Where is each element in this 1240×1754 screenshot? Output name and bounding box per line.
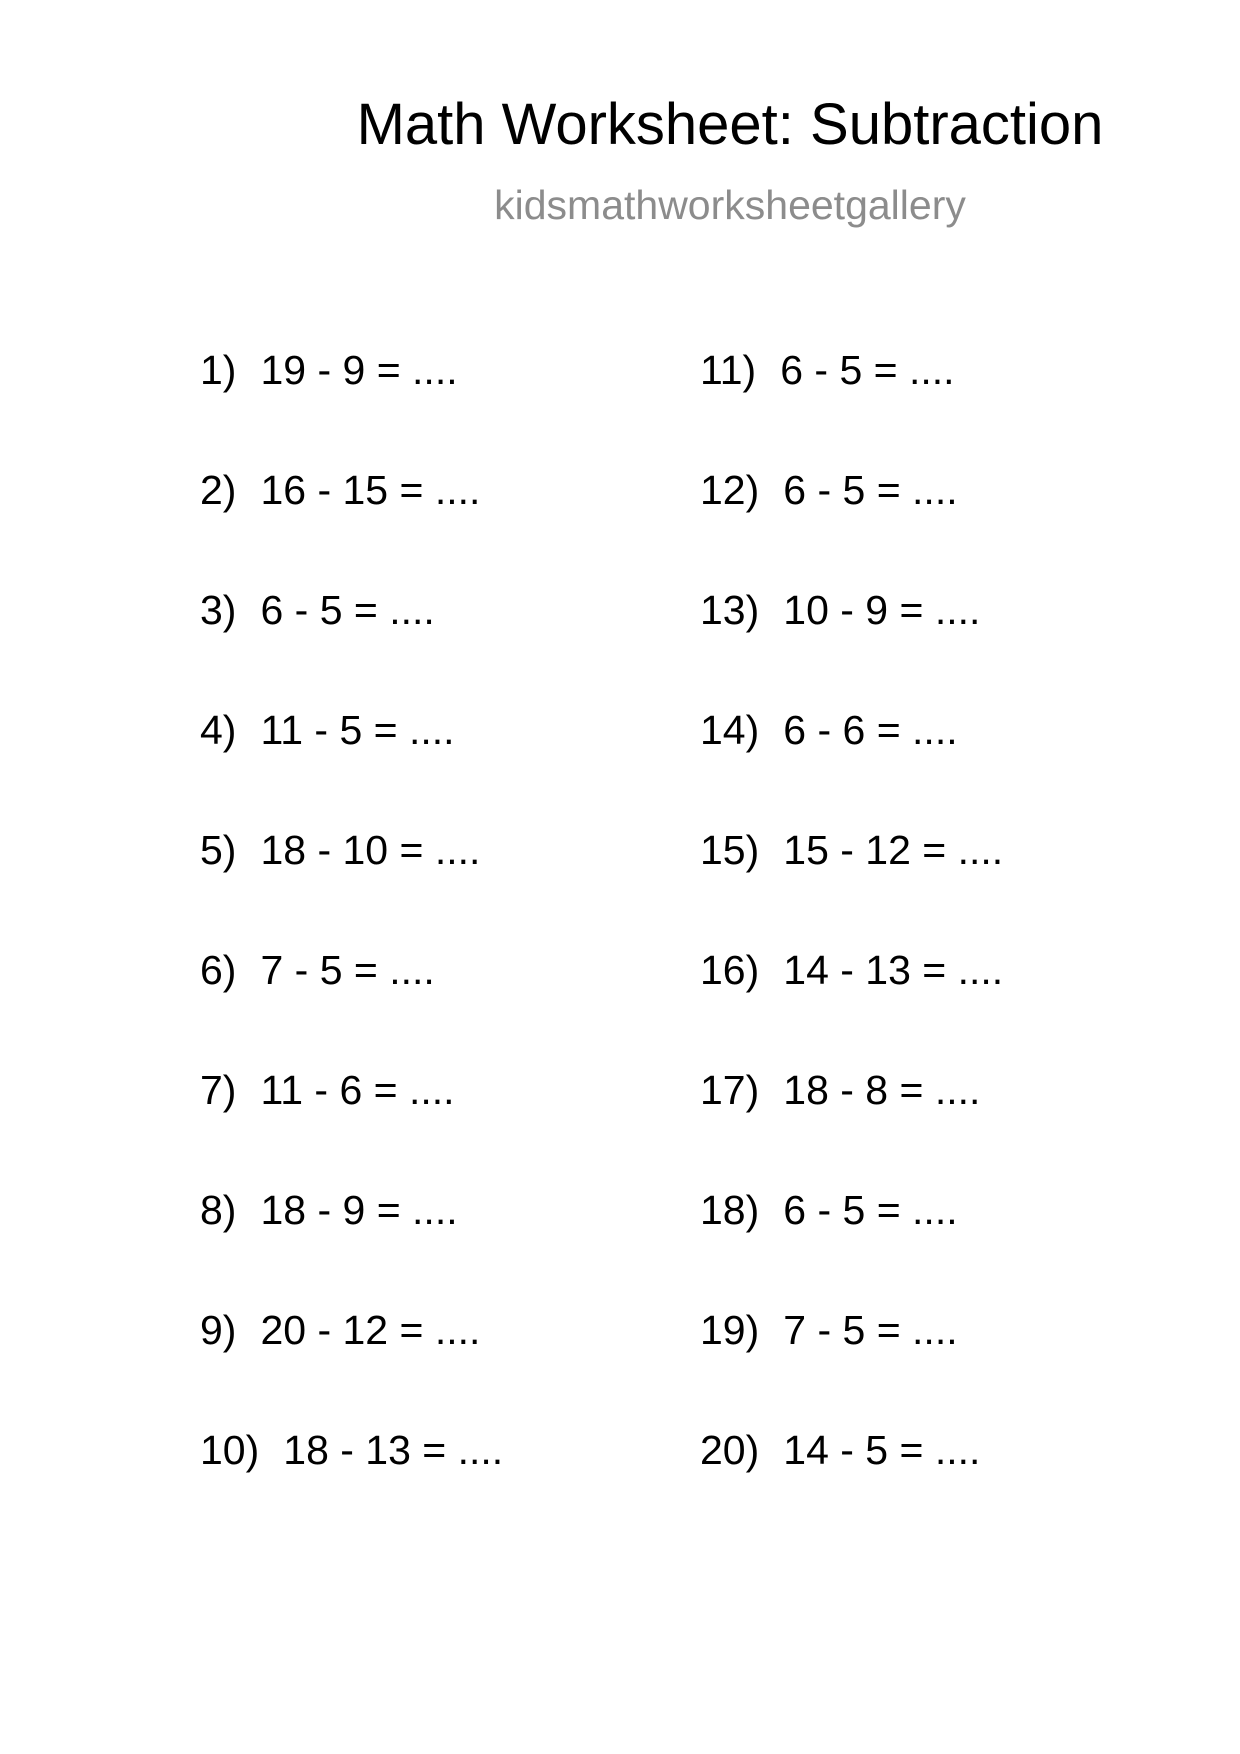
problem-number: 10) [200, 1427, 260, 1473]
problem-expression: 18 - 10 = .... [260, 827, 481, 873]
problem-item [200, 1307, 503, 1430]
problem-expression: 14 - 13 = .... [783, 947, 1004, 993]
problem-number: 18) [700, 1187, 760, 1233]
problem-item [200, 1067, 503, 1190]
problem-item [700, 587, 1003, 710]
problem-expression: 20 - 12 = .... [260, 1307, 481, 1353]
worksheet-subtitle: kidsmathworksheetgallery [494, 182, 966, 228]
problem-item [700, 1427, 1003, 1550]
problem-item [200, 587, 503, 710]
problem-number: 9) [200, 1307, 237, 1353]
problem-item [200, 347, 503, 470]
problem-number: 16) [700, 947, 760, 993]
worksheet-title: Math Worksheet: Subtraction [356, 92, 1104, 157]
problem-expression: 6 - 5 = .... [780, 347, 955, 393]
problem-item [700, 347, 1003, 470]
problem-expression: 6 - 5 = .... [783, 1187, 958, 1233]
problem-number: 1) [200, 347, 237, 393]
problem-item [200, 707, 503, 830]
problem-expression: 11 - 6 = .... [260, 1067, 455, 1113]
problem-item [700, 707, 1003, 830]
problem-number: 5) [200, 827, 237, 873]
problem-number: 17) [700, 1067, 760, 1113]
problem-number: 3) [200, 587, 237, 633]
problem-number: 20) [700, 1427, 760, 1473]
problem-expression: 19 - 9 = .... [260, 347, 458, 393]
problem-number: 11) [700, 347, 757, 393]
problem-expression: 10 - 9 = .... [783, 587, 981, 633]
problem-number: 2) [200, 467, 237, 513]
problem-item [200, 1427, 504, 1550]
problem-item [200, 827, 503, 950]
problem-expression: 11 - 5 = .... [260, 707, 455, 753]
problem-list-right [700, 347, 1004, 1550]
problem-item [700, 827, 1004, 950]
problem-expression: 6 - 6 = .... [783, 707, 958, 753]
problem-number: 6) [200, 947, 237, 993]
problem-number: 15) [700, 827, 760, 873]
problem-expression: 16 - 15 = .... [260, 467, 481, 513]
problem-number: 14) [700, 707, 760, 753]
problem-expression: 6 - 5 = .... [783, 467, 958, 513]
problem-number: 4) [200, 707, 237, 753]
problem-number: 7) [200, 1067, 237, 1113]
problem-item [200, 947, 503, 1070]
problem-item [700, 947, 1004, 1070]
problem-item [200, 467, 503, 590]
problem-expression: 18 - 8 = .... [783, 1067, 981, 1113]
problem-item [700, 1187, 1003, 1310]
problem-expression: 18 - 9 = .... [260, 1187, 458, 1233]
problem-number: 13) [700, 587, 760, 633]
problem-item [700, 1067, 1003, 1190]
problem-list-left [200, 347, 504, 1550]
problem-expression: 15 - 12 = .... [783, 827, 1004, 873]
problem-item [200, 1187, 503, 1310]
problem-number: 12) [700, 467, 760, 513]
problem-number: 19) [700, 1307, 760, 1353]
problem-expression: 18 - 13 = .... [283, 1427, 504, 1473]
problem-item [700, 1307, 1003, 1430]
problem-expression: 7 - 5 = .... [783, 1307, 958, 1353]
problem-expression: 14 - 5 = .... [783, 1427, 981, 1473]
problem-expression: 6 - 5 = .... [260, 587, 435, 633]
problem-item [700, 467, 1003, 590]
problem-expression: 7 - 5 = .... [260, 947, 435, 993]
problem-number: 8) [200, 1187, 237, 1233]
